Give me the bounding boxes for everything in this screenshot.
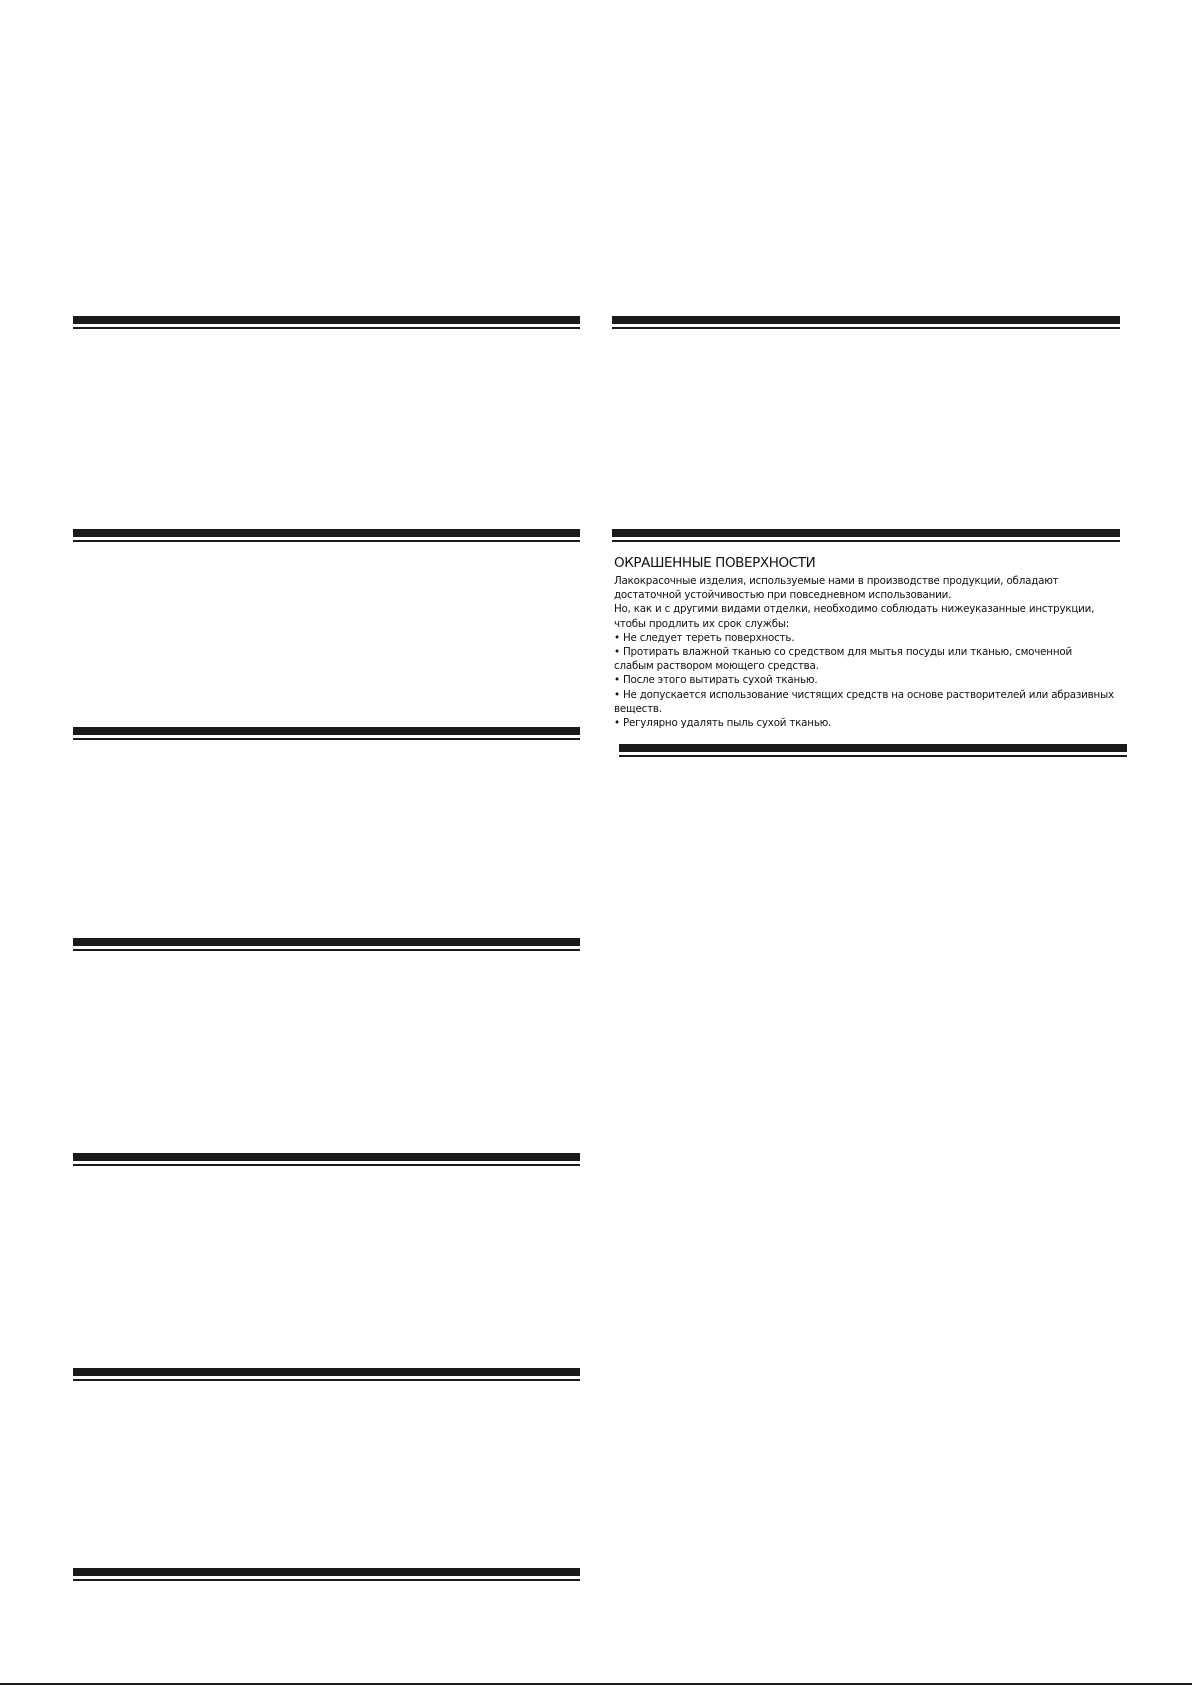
left-section-divider-4	[73, 938, 580, 951]
section-title: ОКРАШЕННЫЕ ПОВЕРХНОСТИ	[614, 555, 816, 571]
left-section-divider-1	[73, 316, 580, 329]
section-paragraph-1: Лакокрасочные изделия, используемые нами в производстве продукции, обладают достаточной устойчивостью при повседневном использовании.	[614, 575, 1059, 602]
section-paragraph-2: Но, как и с другими видами отделки, необходимо соблюдать нижеуказанные инструкции, чтобы продлить их срок службы:	[614, 603, 1095, 630]
list-item: • Регулярно удалять пыль сухой тканью.	[614, 716, 1114, 730]
left-section-divider-3	[73, 727, 580, 740]
right-section-divider-1	[612, 316, 1120, 329]
list-item: • Не допускается использование чистящих средств на основе растворителей или абразивных веществ.	[614, 688, 1114, 716]
left-section-divider-6	[73, 1368, 580, 1381]
right-section-divider-2	[612, 529, 1120, 542]
left-section-divider-2	[73, 529, 580, 542]
left-section-divider-5	[73, 1153, 580, 1166]
list-item: • После этого вытирать сухой тканью.	[614, 673, 1114, 687]
left-section-divider-7	[73, 1568, 580, 1581]
care-instructions-list	[614, 631, 1114, 730]
list-item: • Протирать влажной тканью со средством для мытья посуды или тканью, смоченной слабым раствором моющего средства.	[614, 645, 1114, 673]
painted-surfaces-section	[614, 555, 1114, 730]
right-section-divider-3	[619, 744, 1127, 757]
list-item: • Не следует тереть поверхность.	[614, 631, 1114, 645]
